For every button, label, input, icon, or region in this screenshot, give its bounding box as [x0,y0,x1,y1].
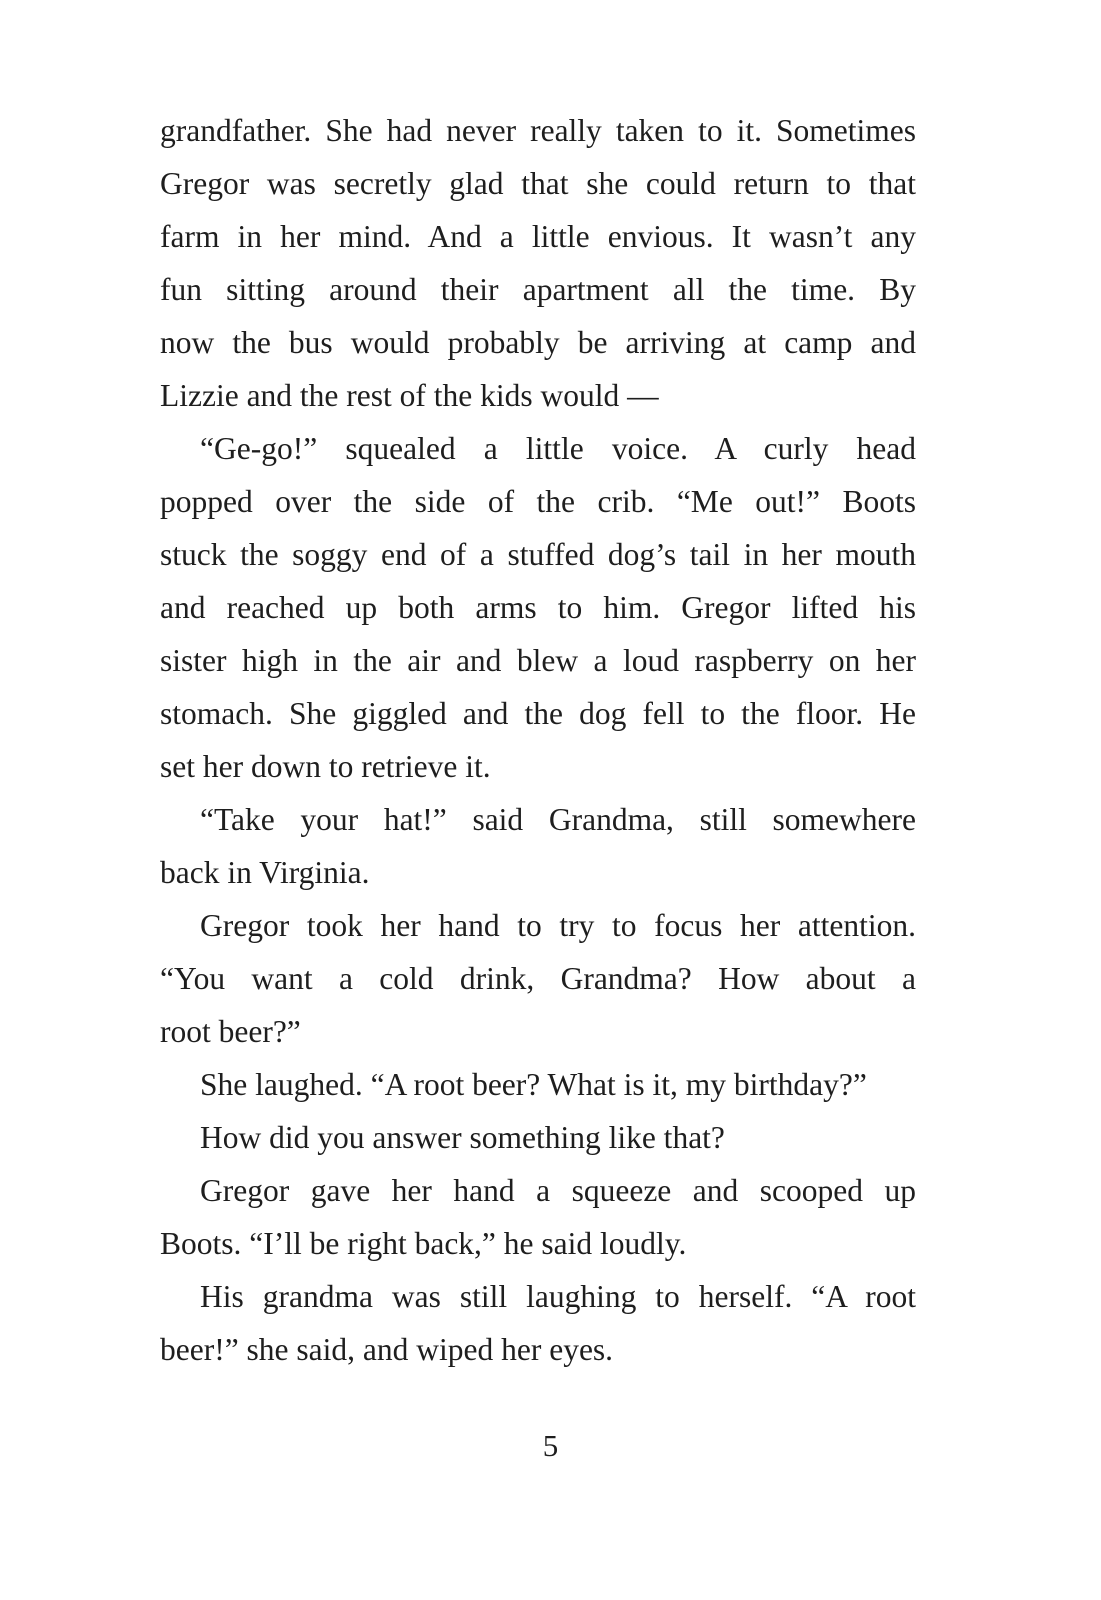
text-line: Lizzie and the rest of the kids would — [160,378,659,413]
text-line: stomach. She giggled and the dog fell to the floor. He [160,696,916,731]
text-line: Gregor gave her hand a squeeze and scooped up [200,1173,916,1208]
body-text [160,104,916,1376]
text-line: beer!” she said, and wiped her eyes. [160,1332,614,1367]
text-line: Boots. “I’ll be right back,” he said loudly. [160,1226,687,1261]
text-line: root beer?” [160,1014,301,1049]
text-line: His grandma was still laughing to herself. “A root [200,1279,916,1314]
text-line: grandfather. She had never really taken to it. Sometimes [160,113,916,148]
text-line: She laughed. “A root beer? What is it, my birthday?” [200,1067,867,1102]
text-line: stuck the soggy end of a stuffed dog’s tail in her mouth [160,537,916,572]
text-line: and reached up both arms to him. Gregor lifted his [160,590,916,625]
text-line: now the bus would probably be arriving at camp and [160,325,916,360]
text-line: farm in her mind. And a little envious. It wasn’t any [160,219,916,254]
text-line: popped over the side of the crib. “Me out!” Boots [160,484,916,519]
text-line: Gregor was secretly glad that she could return to that [160,166,916,201]
text-line: back in Virginia. [160,855,370,890]
text-line: set her down to retrieve it. [160,749,491,784]
page-number: 5 [542,1428,559,1463]
text-line: Gregor took her hand to try to focus her attention. [200,908,916,943]
text-line: “You want a cold drink, Grandma? How about a [160,961,916,996]
text-line: “Ge-go!” squealed a little voice. A curly head [200,431,916,466]
text-line: sister high in the air and blew a loud raspberry on her [160,643,916,678]
text-line: fun sitting around their apartment all the time. By [160,272,916,307]
text-line: How did you answer something like that? [200,1120,725,1155]
text-line: “Take your hat!” said Grandma, still somewhere [200,802,916,837]
